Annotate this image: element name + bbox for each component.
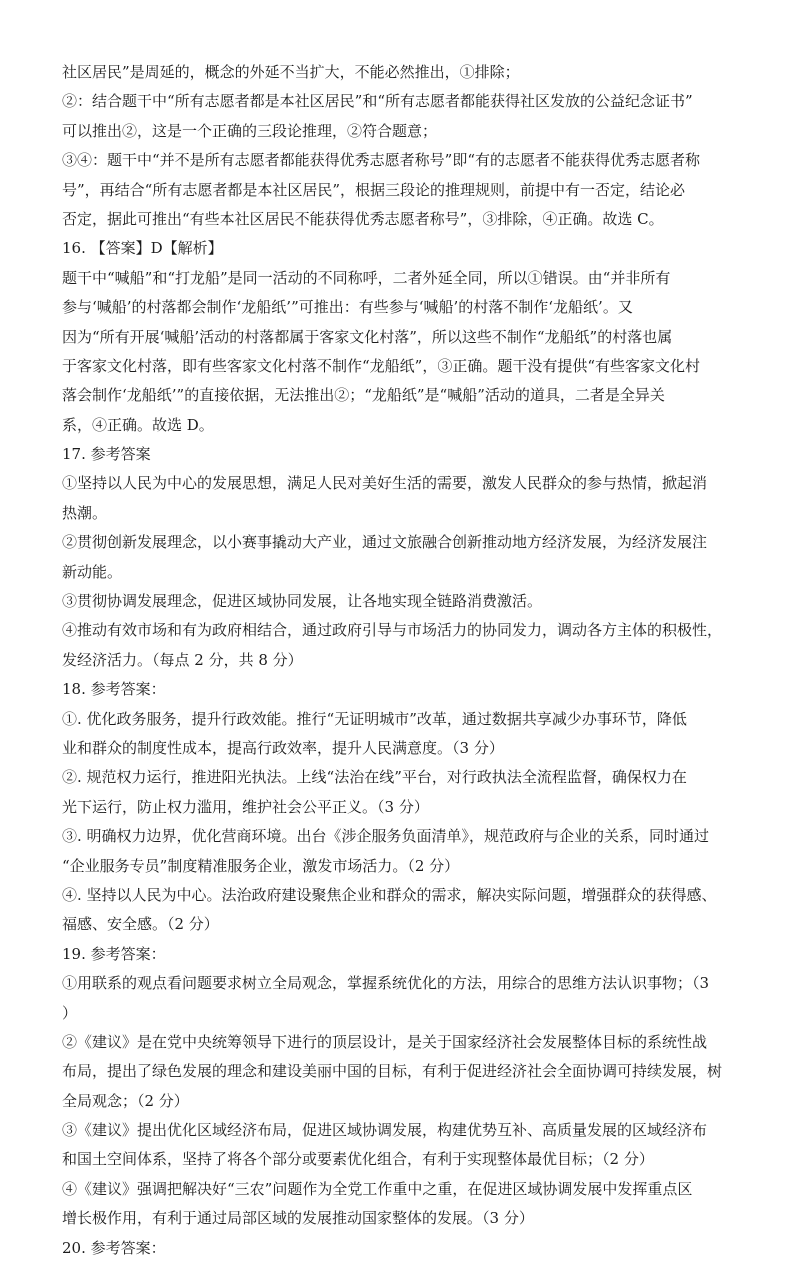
- text-line: 和国土空间体系，坚持了将各个部分或要素优化组合，有利于实现整体最优目标；（2 分）: [62, 1150, 654, 1169]
- text-line: ④《建议》强调把解决好“三农”问题作为全党工作重中之重，在促进区域协调发展中发挥重点区: [62, 1179, 693, 1198]
- text-line: 发经济活力。（每点 2 分，共 8 分）: [62, 650, 303, 669]
- text-line: “企业服务专员”制度精准服务企业，激发市场活力。（2 分）: [62, 856, 460, 875]
- text-line: 福感、安全感。（2 分）: [62, 915, 219, 934]
- text-line: 业和群众的制度性成本，提高行政效率，提升人民满意度。（3 分）: [62, 738, 504, 757]
- text-line: 布局，提出了绿色发展的理念和建设美丽中国的目标，有利于促进经济社会全面协调可持续发展，树: [62, 1062, 723, 1081]
- text-line: ③④：题干中“并不是所有志愿者都能获得优秀志愿者称号”即“有的志愿者不能获得优秀志愿者称: [62, 151, 701, 170]
- answer-heading-18: 18. 参考答案：: [62, 680, 166, 699]
- text-line: 参与‘喊船’的村落都会制作‘龙船纸’”可推出：有些参与‘喊船’的村落不制作‘龙船纸’。又: [62, 298, 633, 317]
- text-line: 增长极作用，有利于通过局部区域的发展推动国家整体的发展。（3 分）: [62, 1209, 534, 1228]
- text-line: 可以推出②，这是一个正确的三段论推理，②符合题意；: [62, 121, 438, 140]
- text-line: 全局观念；（2 分）: [62, 1091, 189, 1110]
- text-line: 否定，据此可推出“有些本社区居民不能获得优秀志愿者称号”，③排除，④正确。故选 C。: [62, 209, 664, 228]
- text-line: 社区居民”是周延的，概念的外延不当扩大，不能必然推出，①排除；: [62, 63, 520, 81]
- answer-heading-20: 20. 参考答案：: [62, 1238, 166, 1257]
- text-line: ③. 明确权力边界，优化营商环境。出台《涉企服务负面清单》，规范政府与企业的关系，同时通过: [62, 827, 710, 846]
- text-line: 热潮。: [62, 503, 108, 522]
- text-line: ④推动有效市场和有为政府相结合，通过政府引导与市场活力的协同发力，调动各方主体的积极性，: [62, 621, 723, 640]
- text-line: 题干中“喊船”和“打龙船”是同一活动的不同称呼，二者外延全同，所以①错误。由“并非所有: [62, 268, 671, 287]
- text-line: 因为“所有开展‘喊船’活动的村落都属于客家文化村落”，所以这些不制作“龙船纸”的村落也属: [62, 327, 673, 346]
- text-line: 系，④正确。故选 D。: [62, 415, 214, 434]
- text-line: 新动能。: [62, 562, 123, 581]
- text-line: 号”，再结合“所有志愿者都是本社区居民”，根据三段论的推理规则，前提中有一否定，结论必: [62, 180, 686, 199]
- text-line: ②. 规范权力运行，推进阳光执法。上线“法治在线”平台，对行政执法全流程监督，确保权力在: [62, 768, 687, 787]
- text-line: ③贯彻协调发展理念，促进区域协同发展，让各地实现全链路消费激活。: [62, 592, 543, 611]
- text-line: 光下运行，防止权力滥用，维护社会公平正义。（3 分）: [62, 797, 429, 816]
- text-line: ①坚持以人民为中心的发展思想，满足人民对美好生活的需要，激发人民群众的参与热情，掀起消: [62, 474, 708, 493]
- text-line: ①. 优化政务服务，提升行政效能。推行“无证明城市”改革，通过数据共享减少办事环节，降低: [62, 709, 687, 728]
- text-line: ③《建议》提出优化区域经济布局，促进区域协调发展，构建优势互补、高质量发展的区域经济布: [62, 1121, 708, 1140]
- answer-heading-16: 16. 【答案】D【解析】: [62, 239, 223, 258]
- text-line: ②贯彻创新发展理念，以小赛事撬动大产业，通过文旅融合创新推动地方经济发展，为经济发展注: [62, 533, 708, 552]
- text-line: ②：结合题干中“所有志愿者都是本社区居民”和“所有志愿者都能获得社区发放的公益纪念证书”: [62, 92, 693, 111]
- text-line: ）: [62, 1003, 78, 1022]
- text-line: ②《建议》是在党中央统筹领导下进行的顶层设计，是关于国家经济社会发展整体目标的系统性战: [62, 1032, 708, 1051]
- text-line: ①用联系的观点看问题要求树立全局观念，掌握系统优化的方法，用综合的思维方法认识事物；（3: [62, 974, 710, 993]
- answer-heading-19: 19. 参考答案：: [62, 944, 166, 963]
- answer-heading-17: 17. 参考答案: [62, 445, 151, 464]
- text-line: 于客家文化村落，即有些客家文化村落不制作“龙船纸”，③正确。题干没有提供“有些客家文化村: [62, 356, 701, 375]
- text-line: ④. 坚持以人民为中心。法治政府建设聚焦企业和群众的需求，解决实际问题，增强群众的获得感、: [62, 885, 717, 904]
- text-line: 落会制作‘龙船纸’”的直接依据，无法推出②；“龙船纸”是“喊船”活动的道具，二者是全异关: [62, 386, 665, 405]
